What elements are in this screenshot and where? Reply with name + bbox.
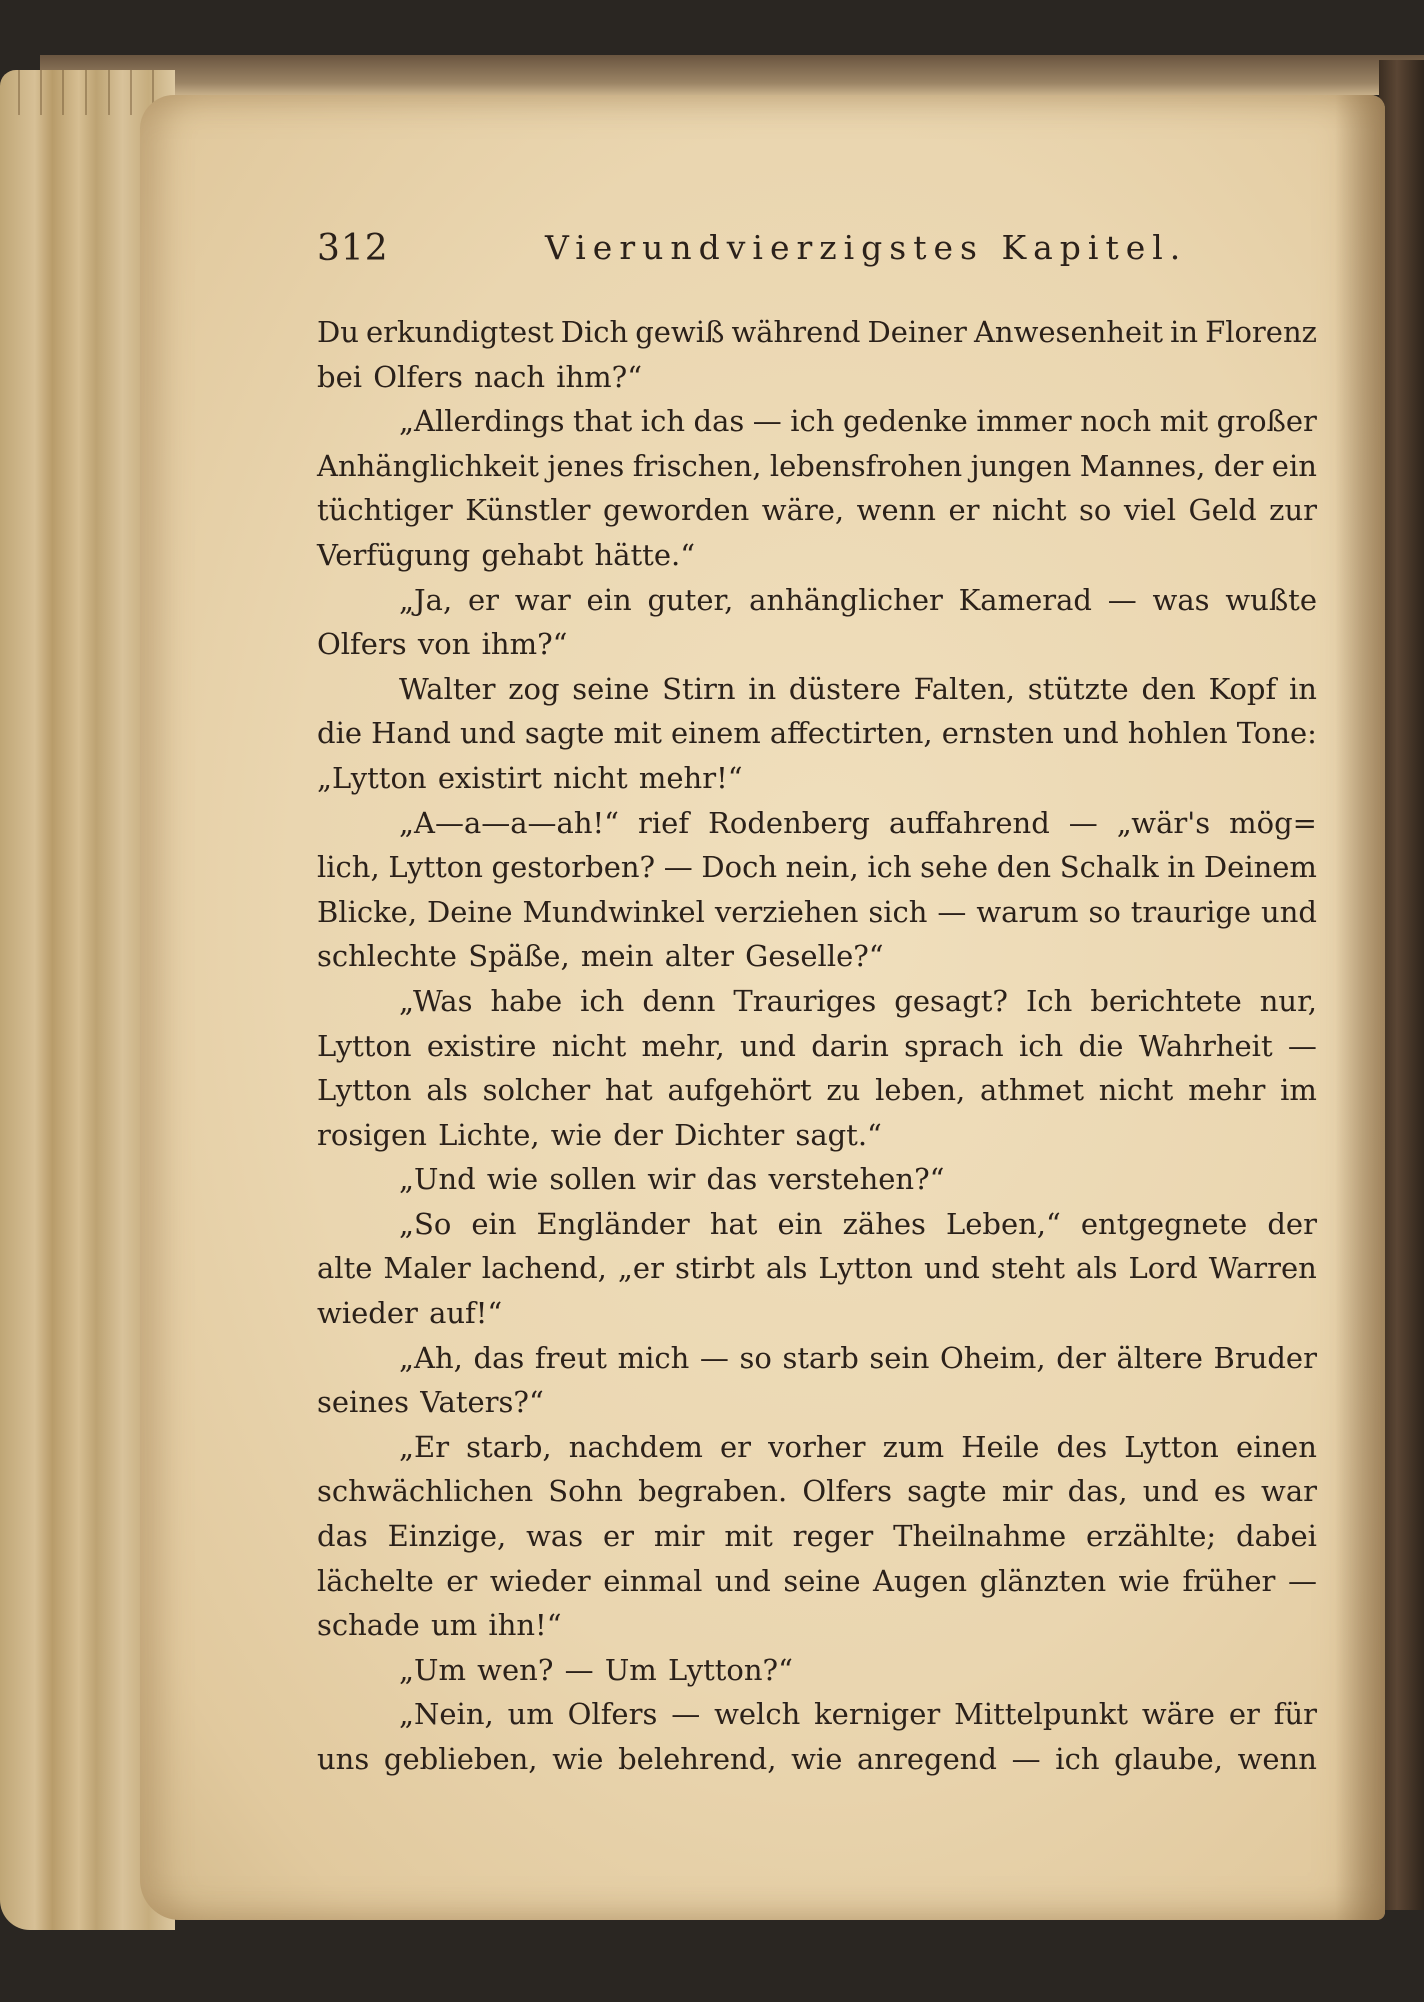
text-line: „Ja, er war ein guter, anhänglicher Kamerad — was wußte (399, 582, 1317, 617)
text-line: bei Olfers nach ihm?“ (317, 359, 643, 394)
text-line: „Allerdings that ich das — ich gedenke immer noch mit großer (399, 404, 1317, 439)
text-line: Olfers von ihm?“ (317, 627, 568, 662)
text-line: „Um wen? — Um Lytton?“ (399, 1652, 793, 1687)
text-line: „Er starb, nachdem er vorher zum Heile des Lytton einen (399, 1429, 1317, 1464)
text-line: wieder auf!“ (317, 1296, 503, 1331)
page-header (180, 228, 1305, 288)
text-line: schwächlichen Sohn begraben. Olfers sagte mir das, und es war (317, 1474, 1317, 1509)
text-line: rosigen Lichte, wie der Dichter sagt.“ (317, 1117, 882, 1152)
text-line: Blicke, Deine Mundwinkel verziehen sich — warum so traurige und (317, 894, 1317, 929)
text-line: lächelte er wieder einmal und seine Augen glänzten wie früher — (317, 1563, 1317, 1598)
text-line: lich, Lytton gestorben? — Doch nein, ich sehe den Schalk in Deinem (317, 850, 1317, 885)
text-line: uns geblieben, wie belehrend, wie anregend — ich glaube, wenn (317, 1742, 1317, 1776)
text-line: alte Maler lachend, „er stirbt als Lytton und steht als Lord Warren (317, 1251, 1317, 1286)
text-line: Verfügung gehabt hätte.“ (317, 537, 696, 572)
book-cover-spine (1379, 60, 1424, 1910)
text-line: das Einzige, was er mir mit reger Theilnahme erzählte; dabei (317, 1519, 1317, 1554)
text-line: „A—a—a—ah!“ rief Rodenberg auffahrend — „wär's mög= (399, 805, 1317, 840)
text-line: Lytton als solcher hat aufgehört zu leben, athmet nicht mehr im (317, 1073, 1317, 1108)
text-line: schade um ihn!“ (317, 1608, 562, 1643)
text-line: seines Vaters?“ (317, 1385, 544, 1420)
text-line: „So ein Engländer hat ein zähes Leben,“ entgegnete der (399, 1206, 1317, 1241)
page-number: 312 (317, 228, 389, 269)
text-line: Walter zog seine Stirn in düstere Falten, stützte den Kopf in (399, 671, 1317, 706)
text-line: die Hand und sagte mit einem affectirten, ernsten und hohlen Tone: (317, 716, 1317, 751)
text-line: Anhänglichkeit jenes frischen, lebensfrohen jungen Mannes, der ein (317, 448, 1317, 483)
book-cover-top (40, 55, 1424, 95)
text-line: Du erkundigtest Dich gewiß während Deiner Anwesenheit in Florenz (317, 315, 1317, 349)
text-line: „Lytton existirt nicht mehr!“ (317, 760, 743, 795)
page-text-block (180, 228, 1317, 1776)
running-head: Vierundvierzigstes Kapitel. (545, 228, 1188, 267)
text-line: Lytton existire nicht mehr, und darin sprach ich die Wahrheit — (317, 1028, 1317, 1063)
text-line: tüchtiger Künstler geworden wäre, wenn er nicht so viel Geld zur (317, 493, 1317, 528)
text-line: schlechte Späße, mein alter Geselle?“ (317, 939, 884, 974)
body-text (317, 310, 1317, 1782)
page-gutter-shadow (1335, 95, 1385, 1920)
text-line: „Und wie sollen wir das verstehen?“ (399, 1162, 945, 1197)
text-line: „Ah, das freut mich — so starb sein Oheim, der ältere Bruder (399, 1340, 1317, 1375)
text-line: „Was habe ich denn Trauriges gesagt? Ich berichtete nur, (399, 983, 1317, 1018)
text-line: „Nein, um Olfers — welch kerniger Mittelpunkt wäre er für (399, 1697, 1317, 1732)
